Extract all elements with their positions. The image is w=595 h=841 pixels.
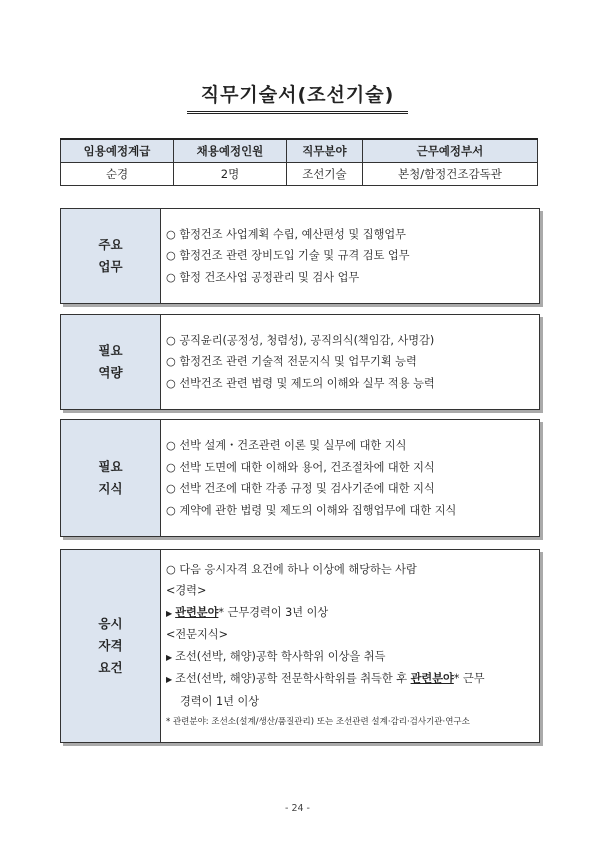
expertise-item2-continuation: 경력이 1년 이상 [180,694,260,708]
requirements-label [61,550,161,742]
duties-item: ○ 함정건조 관련 장비도입 기술 및 규격 검토 업무 [166,249,410,263]
expertise-item [166,646,533,669]
duties-label [61,209,161,303]
requirements-label-line3: 요건 [98,660,123,675]
duties-item: ○ 함정 건조사업 공정관리 및 검사 업무 [166,270,360,284]
requirements-note: * 관련분야: 조선소(설계/생산/품질관리) 또는 조선관련 설계·감리·검사기관·연구소 [166,717,470,727]
competency-label [61,315,161,409]
expertise-item2-term: 관련분야 [410,672,454,685]
competency-item: ○ 공직윤리(공정성, 청렴성), 공직의식(책임감, 사명감) [166,333,435,347]
duties-section [60,208,540,304]
expertise-item1-text: 조선(선박, 해양)공학 학사학위 이상을 취득 [175,649,386,663]
arrow-icon: ▶ [166,608,173,618]
competency-item: ○ 선박건조 관련 법령 및 제도의 이해와 실무 적용 능력 [166,376,435,390]
page-title: 직무기술서(조선기술) [187,80,409,114]
knowledge-section [60,419,540,537]
requirements-label-line2: 자격 [98,638,123,653]
header-field: 직무분야 [286,139,362,163]
competency-content [161,315,539,409]
knowledge-label [61,420,161,536]
info-table [60,138,538,186]
knowledge-item: ○ 선박 건조에 대한 각종 규정 및 검사기준에 대한 지식 [166,482,435,495]
value-rank: 순경 [61,163,174,186]
knowledge-content [161,420,539,536]
knowledge-item: ○ 계약에 관한 법령 및 제도의 이해와 집행업무에 대한 지식 [166,503,457,517]
career-header: <경력> [166,584,207,597]
expertise-item2-post: * 근무 [453,672,485,685]
header-rank: 임용예정계급 [61,139,174,163]
info-table-value-row [61,163,538,186]
career-term: 관련분야 [175,605,219,619]
competency-label-line1: 필요 [98,343,123,358]
header-department: 근무예정부서 [362,139,537,163]
arrow-icon: ▶ [166,652,173,662]
value-department: 본청/함정건조감독관 [362,163,537,186]
duties-label-line2: 업무 [98,259,123,274]
value-headcount: 2명 [173,163,286,186]
requirements-intro: ○ 다음 응시자격 요건에 하나 이상에 해당하는 사람 [166,562,417,576]
duties-label-line1: 주요 [98,237,123,252]
competency-section [60,314,540,410]
page-number: - 24 - [285,803,310,814]
expertise-item2-pre: 조선(선박, 해양)공학 전문학사학위를 취득한 후 [175,672,408,685]
page-title-wrap [0,80,595,114]
info-table-header-row [61,139,538,163]
value-field: 조선기술 [286,163,362,186]
expertise-item [166,668,533,691]
competency-item: ○ 함정건조 관련 기술적 전문지식 및 업무기획 능력 [166,355,417,369]
knowledge-item: ○ 선박 도면에 대한 이해와 용어, 건조절차에 대한 지식 [166,460,435,474]
requirements-label-line1: 응시 [98,616,123,631]
requirements-section [60,549,540,743]
career-rest: * 근무경력이 3년 이상 [218,605,329,619]
knowledge-item: ○ 선박 설계・건조관련 이론 및 실무에 대한 지식 [166,439,407,452]
header-headcount: 채용예정인원 [173,139,286,163]
expertise-header: <전문지식> [166,628,228,641]
duties-content [161,209,539,303]
competency-label-line2: 역량 [98,365,123,380]
duties-item: ○ 함정건조 사업계획 수립, 예산편성 및 집행업무 [166,227,406,241]
career-item [166,602,533,625]
arrow-icon: ▶ [166,675,173,684]
knowledge-label-line1: 필요 [98,459,123,474]
requirements-content [161,550,539,742]
knowledge-label-line2: 지식 [98,481,123,496]
